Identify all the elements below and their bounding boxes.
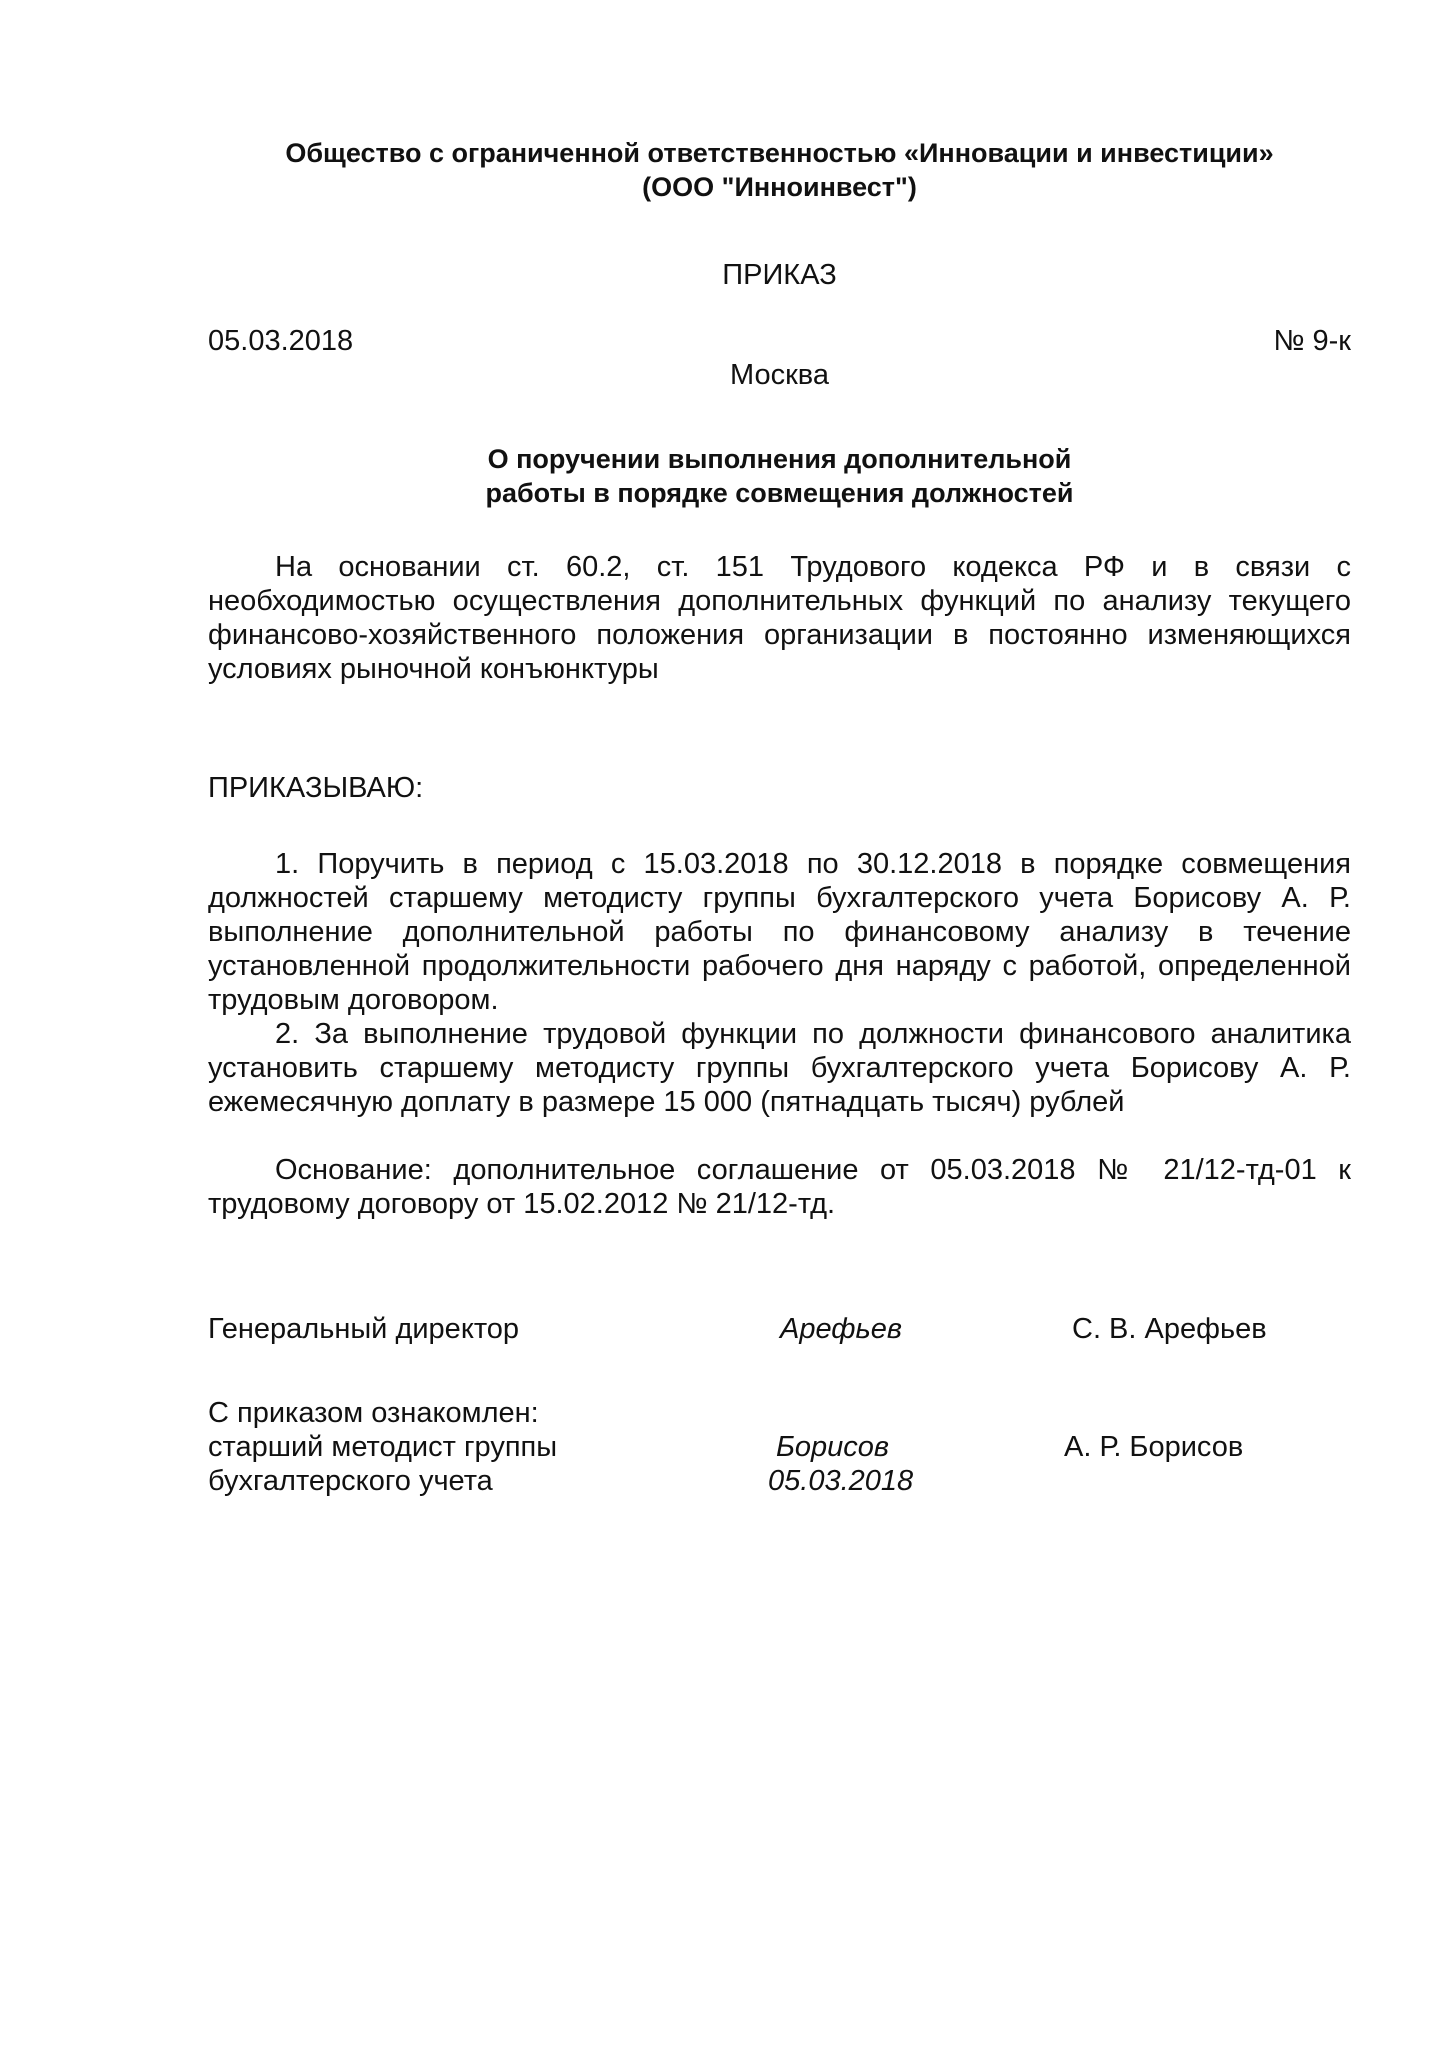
acknowledgement-block [208,1396,1351,1498]
director-signature: Арефьев [780,1313,903,1345]
director-title: Генеральный директор [208,1313,520,1345]
organization-name-line1: Общество с ограниченной ответственностью «Инновации и инвестиции» [285,138,1274,168]
document-date: 05.03.2018 [208,325,354,357]
order-word: ПРИКАЗЫВАЮ: [208,772,424,804]
document-body [208,136,1351,1221]
director-name: С. В. Арефьев [1072,1313,1267,1345]
signature-block [208,1312,1351,1498]
document-type: ПРИКАЗ [722,259,837,291]
employee-title-line2: бухгалтерского учета [208,1465,493,1497]
basis-paragraph: На основании ст. 60.2, ст. 151 Трудового кодекса РФ и в связи с необходимостью осуществления дополнительных функций по анализу текущего финансово-хозяйственного положения организации в постоянно изменяющихся условиях рыночной конъюнктуры [208,551,1351,685]
ack-label-row [208,1396,1351,1430]
acknowledgement-label: С приказом ознакомлен: [208,1397,539,1429]
ground-paragraph: Основание: дополнительное соглашение от 05.03.2018 № 21/12-тд-01 к трудовому договору от 15.02.2012 № 21/12-тд. [208,1154,1351,1220]
organization-name-line2: (ООО "Инноинвест") [642,172,917,202]
document-city: Москва [729,359,829,391]
order-item-2: 2. За выполнение трудовой функции по должности финансового аналитика установить старшему методисту группы бухгалтерского учета Борисову А. Р. ежемесячную доплату в размере 15 000 (пятнадцать тысяч) рублей [208,1018,1351,1118]
employee-signature-row [208,1430,1351,1464]
document-subject [208,442,1351,510]
employee-name: А. Р. Борисов [1064,1431,1244,1463]
employee-date-row [208,1464,1351,1498]
director-signature-row [208,1312,1351,1346]
subject-line2: работы в порядке совмещения должностей [485,478,1074,508]
date-number-row [208,324,1351,358]
document-number: № 9-к [1273,325,1351,357]
subject-line1: О поручении выполнения дополнительной [487,444,1072,474]
employee-title-line1: старший методист группы [208,1431,558,1463]
order-item-1: 1. Поручить в период с 15.03.2018 по 30.12.2018 в порядке совмещения должностей старшему методисту группы бухгалтерского учета Борисову А. Р. выполнение дополнительной работы по финансовому анализу в течение установленной продолжительности рабочего дня наряду с работой, определенной трудовым договором. [208,848,1351,1016]
employee-sign-date: 05.03.2018 [768,1465,914,1497]
organization-name [208,136,1351,204]
employee-signature: Борисов [776,1431,890,1463]
